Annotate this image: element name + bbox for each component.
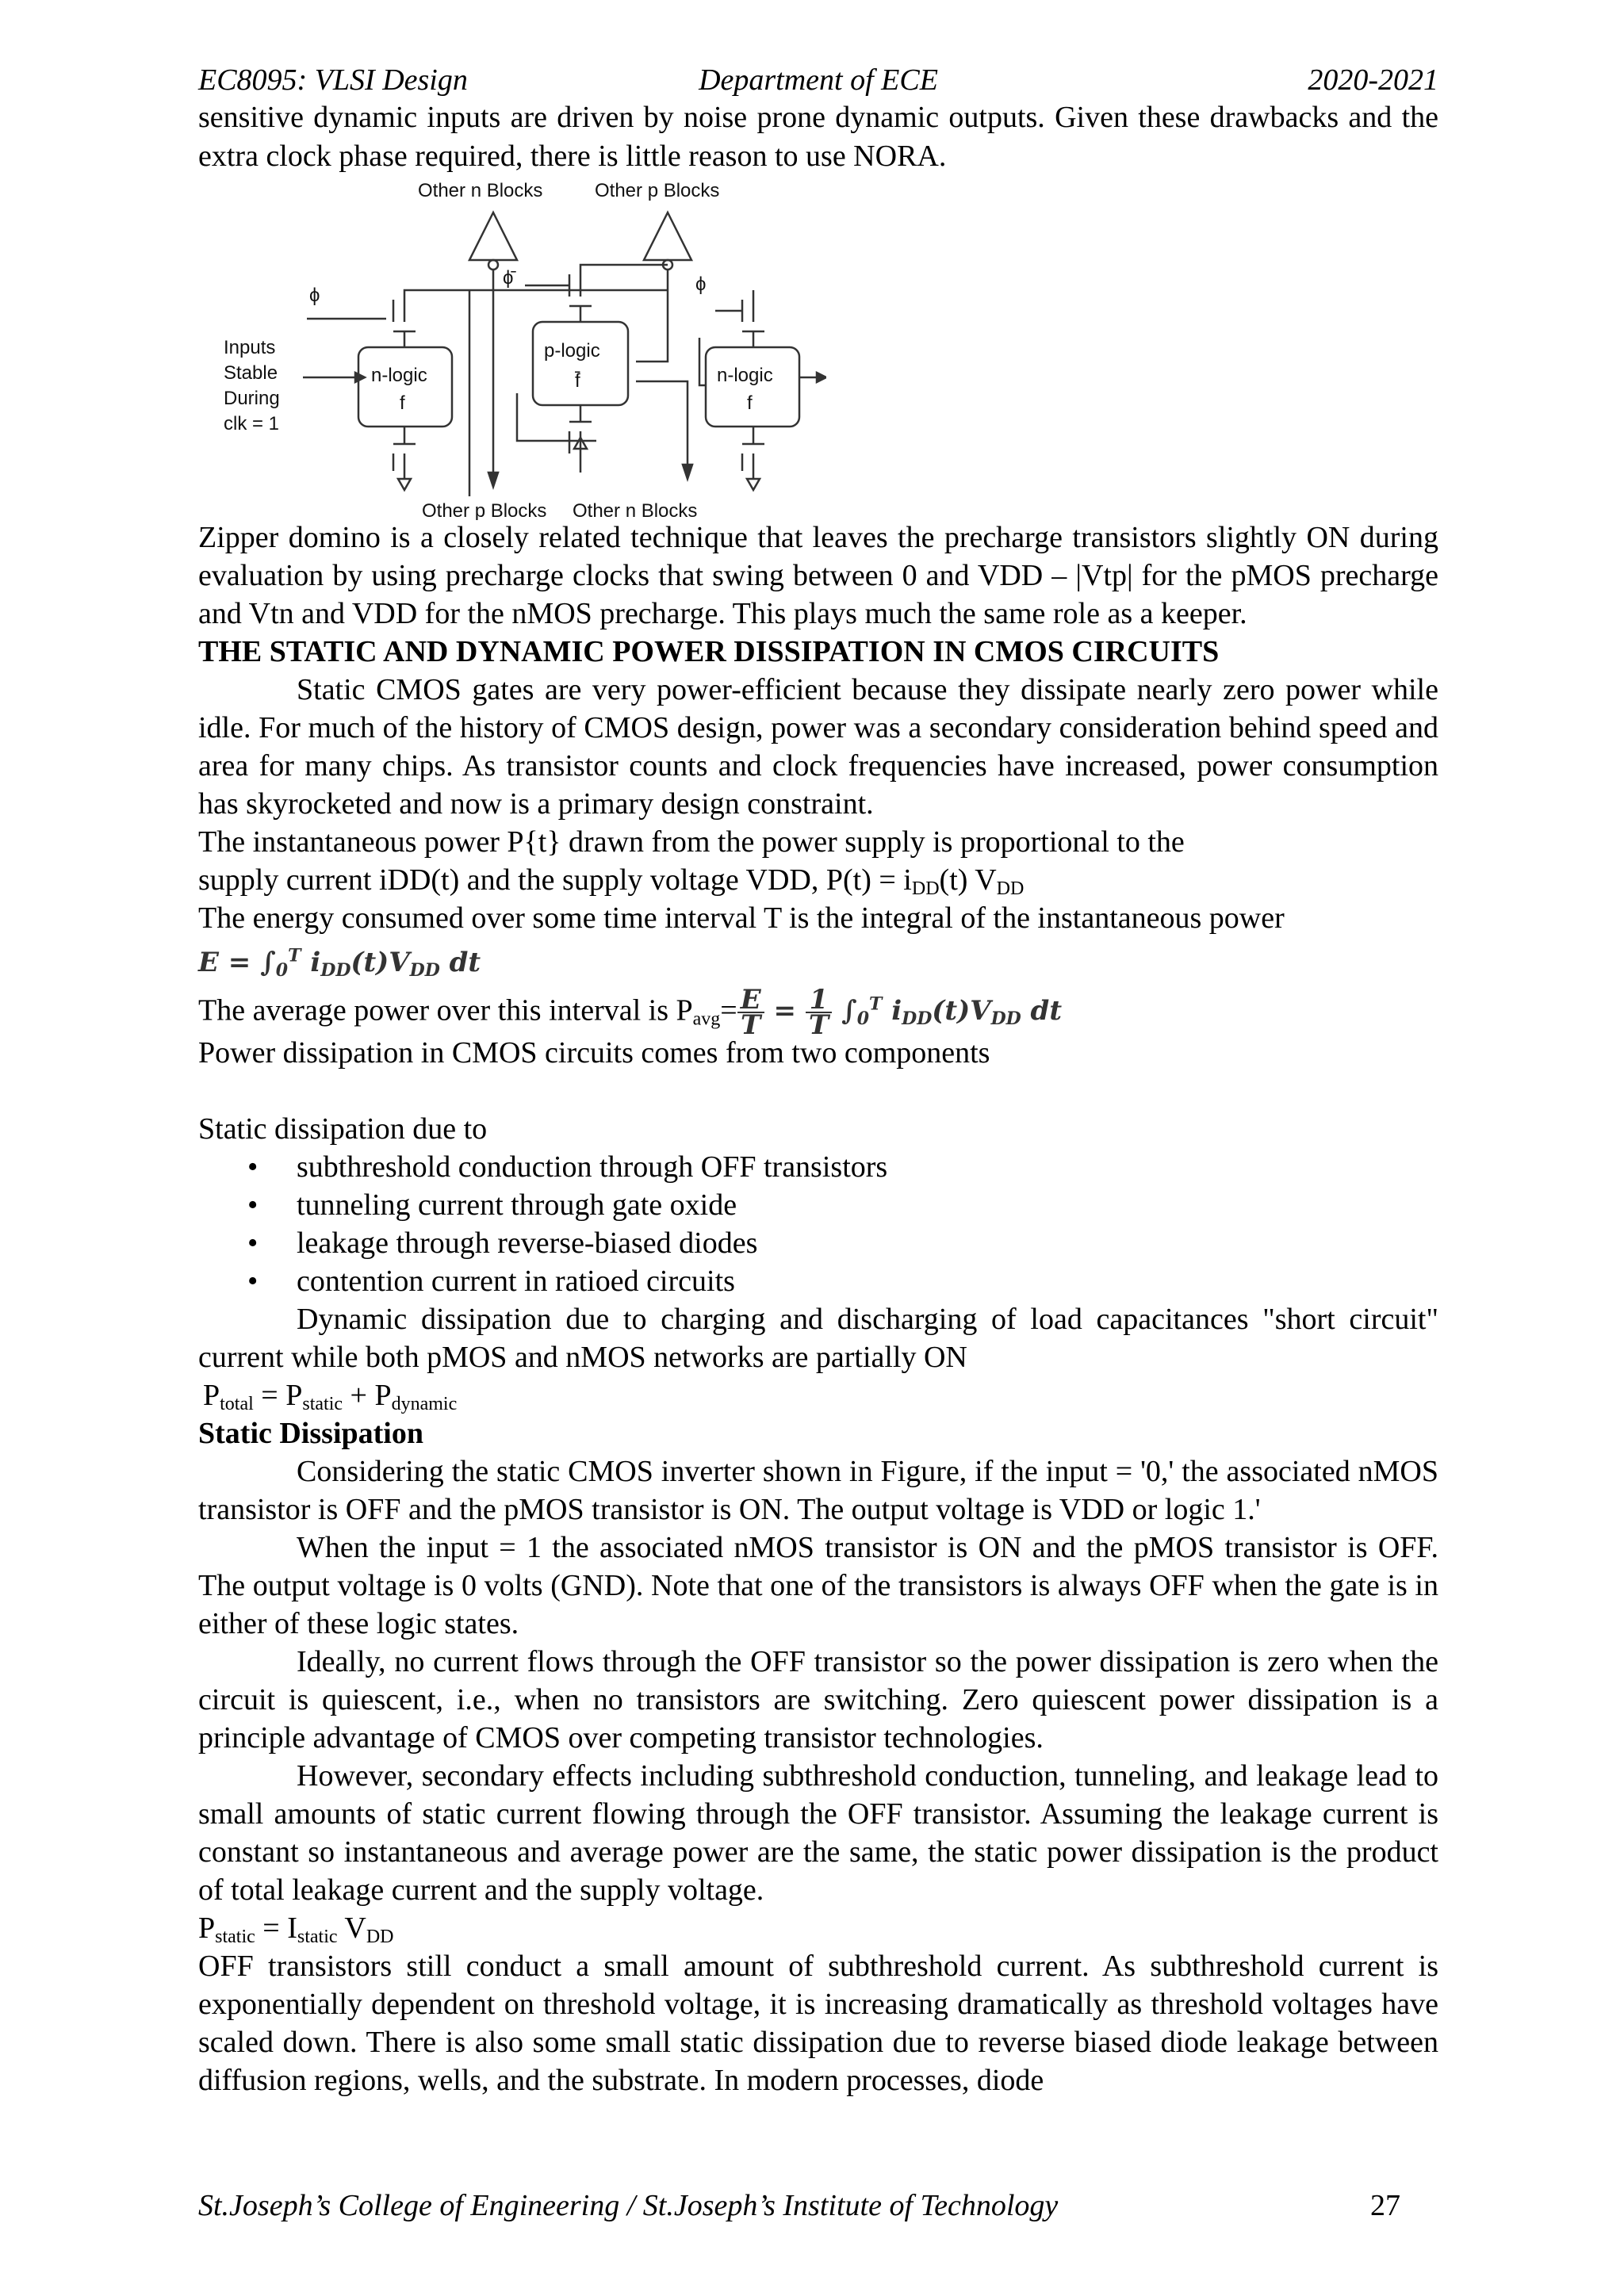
page-header [198,62,1438,98]
however-paragraph: However, secondary effects including subthreshold conduction, tunneling, and leakage lead to small amounts of static current flowing through the OFF transistor. Assuming the leakage current is constant so instantaneous and average power are the same, the static power dissipation is the product of total leakage current and the supply voltage. [198,1759,1438,1907]
list-item: • leakage through reverse-biased diodes [247,1226,758,1260]
section-heading: THE STATIC AND DYNAMIC POWER DISSIPATION IN CMOS CIRCUITS [198,635,1220,668]
inputs-label-3: During [224,388,280,409]
fig-label-phi-2: ϕ [695,274,707,295]
fig-label-phi-bar: ϕ̄ [503,267,514,289]
inputs-label-2: Stable [224,362,278,384]
inputs-label-1: Inputs [224,337,276,358]
energy-line: The energy consumed over some time interval T is the integral of the instantaneous power [198,901,1285,935]
off-transistors-paragraph: OFF transistors still conduct a small amount of subthreshold current. As subthreshold current is exponentially dependent on threshold voltage, it is increasing dramatically as threshold voltages have scaled down. There is also some small static dissipation due to reverse biased diode leakage between diffusion regions, wells, and the substrate. In modern processes, diode [198,1950,1438,2097]
block2-func: f̄ [575,370,580,392]
buffer-symbol-right [644,212,691,260]
document-page [198,0,1438,2296]
static-cmos-paragraph: Static CMOS gates are very power-efficient because they dissipate nearly zero power while idle. For much of the history of CMOS design, power was a secondary consideration behind speed and area for many chips. As transistor counts and clock frequencies have increased, power consumption has skyrocketed and now is a primary design constraint. [198,673,1438,821]
header-department: Department of ECE [699,63,938,97]
p-logic-block [533,322,628,405]
instantaneous-power-line-1: The instantaneous power P{t} drawn from the power supply is proportional to the [198,825,1185,859]
header-course: EC8095: VLSI Design [198,63,468,97]
buffer-symbol-left [469,212,517,260]
zipper-paragraph: Zipper domino is a closely related technique that leaves the precharge transistors slightly ON during evaluation by using precharge clocks that swing between 0 and VDD – |Vtp| for the pMOS precharge and Vtn and VDD for the nMOS precharge. This plays much the same role as a keeper. [198,521,1438,630]
fig-label-phi-1: ϕ [309,285,320,306]
energy-equation: $E = \int_0^T$ $i_{DD}(t)V_{DD}$ dt [198,946,481,982]
inputs-label-4: clk = 1 [224,413,280,434]
average-power-line: The average power over this interval is $P_{avg}=$ $\frac{E}{T}$ = $\frac{1}{T}$ $\int_0^T$ $i_{DD}(t)V_{DD}$ dt [198,984,1063,1042]
considering-paragraph: Considering the static CMOS inverter shown in Figure, if the input = '0,' the associated nMOS transistor is OFF and the pMOS transistor is ON. The output voltage is VDD or logic 1.' [198,1455,1438,1526]
block1-name: n-logic [371,365,427,386]
footer-college: St.Joseph’s College of Engineering / St.Joseph’s Institute of Technology [198,2189,1059,2222]
ideally-paragraph: Ideally, no current flows through the OFF transistor so the power dissipation is zero when the circuit is quiescent, i.e., when no transistors are switching. Zero quiescent power dissipation is a principle advantage of CMOS over competing transistor technologies. [198,1645,1438,1755]
instantaneous-power-line-2: supply current iDD(t) and the supply voltage VDD, $P(t) = i_{DD}(t)$ $V_{DD}$ [198,863,1025,899]
static-due-to-line: Static dissipation due to [198,1112,488,1146]
header-year: 2020-2021 [1308,63,1438,97]
intro-paragraph: sensitive dynamic inputs are driven by noise prone dynamic outputs. Given these drawbacks and the extra clock phase required, there is little reason to use NORA. [198,101,1438,173]
block2-name: p-logic [544,340,600,362]
fig-label-top-p: Other p Blocks [595,180,720,201]
ptotal-equation: $P_{total} = P_{static} + P_{dynamic}$ [203,1379,458,1414]
block3-func: f [747,392,753,414]
list-item: • subthreshold conduction through OFF transistors [247,1150,888,1184]
fig-label-bottom-n: Other n Blocks [573,500,698,520]
list-item: • tunneling current through gate oxide [247,1188,737,1222]
body-main [198,519,1438,2099]
static-dissipation-list [198,1148,1438,1300]
when-paragraph: When the input = 1 the associated nMOS transistor is ON and the pMOS transistor is OFF. The output voltage is 0 volts (GND). Note that one of the transistors is always OFF when the gate is in either of these logic states. [198,1531,1438,1640]
n-logic-block-1 [358,347,452,427]
fig-label-top-n: Other n Blocks [418,180,543,201]
dynamic-paragraph: Dynamic dissipation due to charging and discharging of load capacitances "short circuit" current while both pMOS and nMOS networks are partially ON [198,1303,1438,1374]
fig-label-bottom-p: Other p Blocks [422,500,547,520]
static-dissipation-heading: Static Dissipation [198,1417,423,1450]
components-line: Power dissipation in CMOS circuits comes from two components [198,1036,990,1070]
nora-circuit-figure [224,179,826,520]
page-footer [198,2187,1438,2225]
list-item: • contention current in ratioed circuits [247,1265,735,1298]
pstatic-equation: $P_{static} = I_{static}$ $V_{DD}$ [198,1911,394,1947]
block3-name: n-logic [717,365,773,386]
body-top [198,98,1438,520]
page-number: 27 [1370,2189,1400,2222]
n-logic-block-2 [706,347,799,427]
block1-func: f [400,392,405,414]
